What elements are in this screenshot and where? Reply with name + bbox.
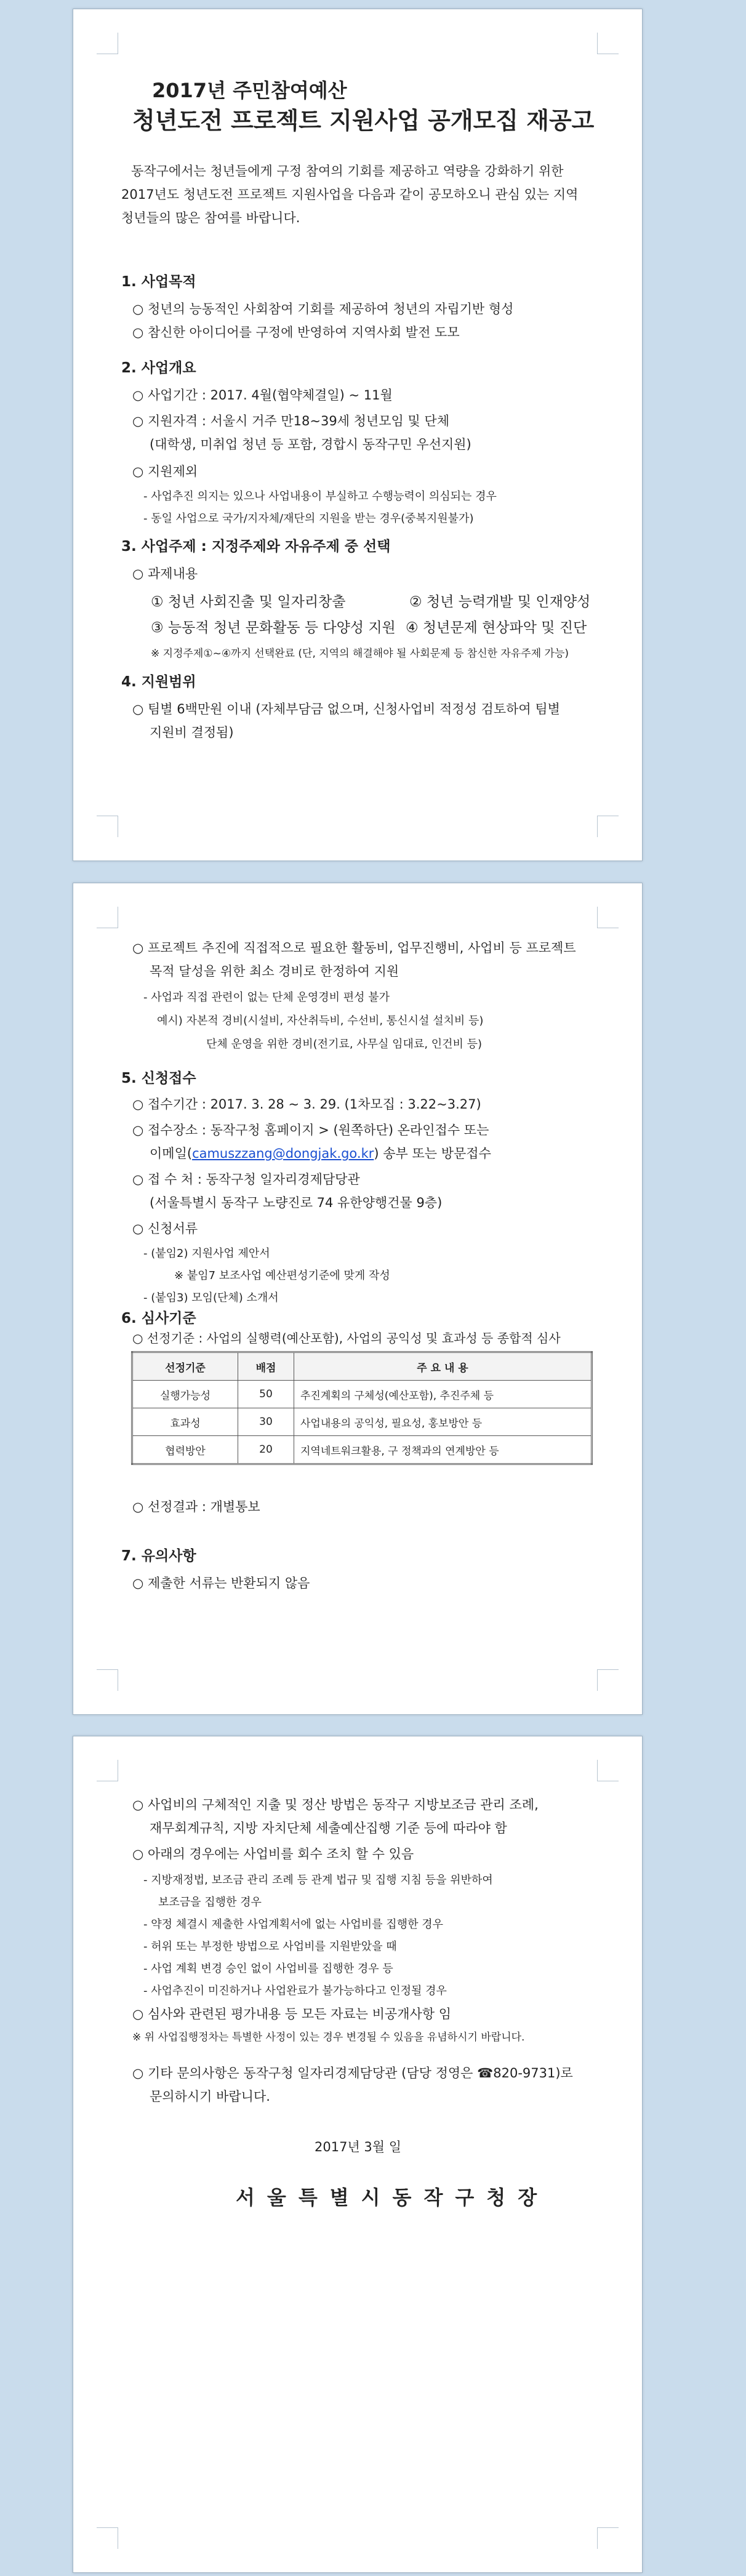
list-item: ○ 사업기간 : 2017. 4월(협약체결일) ~ 11월 bbox=[132, 388, 393, 403]
table-header: 배점 bbox=[238, 1352, 294, 1381]
crop-mark bbox=[97, 907, 118, 928]
section-heading: 3. 사업주제 : 지정주제와 자유주제 중 선택 bbox=[121, 539, 391, 555]
email-link[interactable]: camuszzang@dongjak.go.kr bbox=[192, 1146, 374, 1161]
list-item: ○ 접수기간 : 2017. 3. 28 ~ 3. 29. (1차모집 : 3.22~3.27) bbox=[132, 1097, 481, 1112]
table-cell: 추진계획의 구체성(예산포함), 추진주체 등 bbox=[294, 1381, 592, 1408]
intro-text: 동작구에서는 청년들에게 구정 참여의 기회를 제공하고 역량을 강화하기 위한 bbox=[131, 164, 564, 179]
list-item: - 사업 계획 변경 승인 없이 사업비를 집행한 경우 등 bbox=[143, 1962, 393, 1975]
section-heading: 7. 유의사항 bbox=[121, 1548, 196, 1564]
crop-mark bbox=[597, 1669, 619, 1691]
note-text: ※ 지정주제①~④까지 선택완료 (단, 지역의 해결해야 될 사회문제 등 참신한 자유주제 가능) bbox=[151, 648, 569, 660]
list-item: - 동일 사업으로 국가/지자체/재단의 지원을 받는 경우(중복지원불가) bbox=[143, 512, 474, 525]
list-item: ○ 지원자격 : 서울시 거주 만18~39세 청년모임 및 단체 bbox=[132, 414, 449, 428]
table-cell: 사업내용의 공익성, 필요성, 홍보방안 등 bbox=[294, 1408, 592, 1436]
list-item: - 사업추진 의지는 있으나 사업내용이 부실하고 수행능력이 의심되는 경우 bbox=[143, 490, 497, 503]
intro-text: 청년들의 많은 참여를 바랍니다. bbox=[121, 211, 300, 225]
topic-item: ① 청년 사회진출 및 일자리창출 bbox=[151, 594, 346, 610]
list-item: ○ 심사와 관련된 평가내용 등 모든 자료는 비공개사항 임 bbox=[132, 2007, 452, 2021]
list-item: 예시) 자본적 경비(시설비, 자산취득비, 수선비, 통신시설 설치비 등) bbox=[157, 1014, 484, 1027]
list-item: - 사업추진이 미진하거나 사업완료가 불가능하다고 인정될 경우 bbox=[143, 1984, 447, 1997]
list-item: 단체 운영을 위한 경비(전기료, 사무실 임대료, 인건비 등) bbox=[206, 1038, 483, 1051]
list-item: ○ 신청서류 bbox=[132, 1221, 198, 1236]
crop-mark bbox=[97, 1760, 118, 1781]
crop-mark bbox=[97, 33, 118, 54]
list-item: ○ 사업비의 구체적인 지출 및 정산 방법은 동작구 지방보조금 관리 조례, bbox=[132, 1797, 539, 1812]
crop-mark bbox=[597, 33, 619, 54]
table-cell: 협력방안 bbox=[132, 1436, 238, 1464]
issuing-authority: 서울특별시동작구청장 bbox=[236, 2186, 550, 2209]
document-page-3 bbox=[73, 1736, 643, 2573]
list-item: ○ 제출한 서류는 반환되지 않음 bbox=[132, 1576, 310, 1591]
note-text: ※ 위 사업집행정차는 특별한 사정이 있는 경우 변경될 수 있음을 유념하시기 바랍니다. bbox=[132, 2031, 525, 2044]
list-item: ○ 과제내용 bbox=[132, 566, 198, 581]
table-row bbox=[132, 1408, 592, 1436]
page-title: 청년도전 프로젝트 지원사업 공개모집 재공고 bbox=[132, 107, 595, 134]
crop-mark bbox=[597, 1760, 619, 1781]
section-heading: 1. 사업목적 bbox=[121, 274, 196, 290]
list-item: ○ 청년의 능동적인 사회참여 기회를 제공하여 청년의 자립기반 형성 bbox=[132, 302, 514, 316]
crop-mark bbox=[97, 2527, 118, 2549]
list-item: ○ 선정결과 : 개별통보 bbox=[132, 1499, 260, 1514]
list-item: ○ 지원제외 bbox=[132, 464, 198, 479]
topic-item: ③ 능동적 청년 문화활동 등 다양성 지원 bbox=[151, 620, 396, 636]
list-item: (대학생, 미취업 청년 등 포함, 경합시 동작구민 우선지원) bbox=[150, 437, 471, 452]
title-year: 2017년 주민참여예산 bbox=[152, 79, 347, 102]
list-item: 문의하시기 바랍니다. bbox=[150, 2089, 270, 2104]
list-item: ○ 프로젝트 추진에 직접적으로 필요한 활동비, 업무진행비, 사업비 등 프로젝트 bbox=[132, 941, 576, 955]
table-row bbox=[132, 1436, 592, 1464]
table-header-row bbox=[132, 1352, 592, 1381]
list-item: 지원비 결정됨) bbox=[150, 725, 234, 740]
document-page-1 bbox=[73, 9, 643, 861]
crop-mark bbox=[97, 1669, 118, 1691]
table-header: 선정기준 bbox=[132, 1352, 238, 1381]
list-item bbox=[150, 1146, 491, 1162]
document-date: 2017년 3월 일 bbox=[315, 2140, 402, 2154]
list-item: ○ 참신한 아이디어를 구정에 반영하여 지역사회 발전 도모 bbox=[132, 325, 460, 340]
list-item: 보조금을 집행한 경우 bbox=[158, 1896, 262, 1909]
list-item: ○ 선정기준 : 사업의 실행력(예산포함), 사업의 공익성 및 효과성 등 종합적 심사 bbox=[132, 1331, 561, 1346]
section-heading: 6. 심사기준 bbox=[121, 1310, 196, 1326]
list-item: 재무회계규칙, 지방 자치단체 세출예산집행 기준 등에 따라야 함 bbox=[150, 1821, 507, 1836]
table-cell: 50 bbox=[238, 1381, 294, 1408]
table-row bbox=[132, 1381, 592, 1408]
scoring-table bbox=[131, 1351, 593, 1465]
email-suffix: ) 송부 또는 방문접수 bbox=[374, 1146, 491, 1161]
list-item: 목적 달성을 위한 최소 경비로 한정하여 지원 bbox=[150, 964, 399, 979]
section-heading: 4. 지원범위 bbox=[121, 674, 196, 690]
list-item: ○ 접수장소 : 동작구청 홈페이지 > (원쪽하단) 온라인접수 또는 bbox=[132, 1123, 489, 1138]
list-item: - 허위 또는 부정한 방법으로 사업비를 지원받았을 때 bbox=[143, 1940, 397, 1953]
note-text: ※ 붙임7 보조사업 예산편성기준에 맞게 작성 bbox=[174, 1269, 390, 1282]
list-item: ○ 접 수 처 : 동작구청 일자리경제담당관 bbox=[132, 1172, 360, 1187]
list-item: - (붙임2) 지원사업 제안서 bbox=[143, 1247, 270, 1260]
list-item: - 사업과 직접 관련이 없는 단체 운영경비 편성 불가 bbox=[143, 991, 390, 1004]
table-cell: 20 bbox=[238, 1436, 294, 1464]
list-item: ○ 기타 문의사항은 동작구청 일자리경제담당관 (담당 정영은 ☎820-9731)로 bbox=[132, 2066, 573, 2080]
list-item: - 지방재정법, 보조금 관리 조례 등 관계 법규 및 집행 지침 등을 위반하여 bbox=[143, 1874, 493, 1887]
table-cell: 실행가능성 bbox=[132, 1381, 238, 1408]
topic-item: ④ 청년문제 현상파악 및 진단 bbox=[406, 620, 587, 636]
list-item: ○ 팀별 6백만원 이내 (자체부담금 없으며, 신청사업비 적정성 검토하여 팀별 bbox=[132, 702, 560, 716]
table-cell: 지역네트워크활용, 구 정책과의 연계방안 등 bbox=[294, 1436, 592, 1464]
crop-mark bbox=[97, 816, 118, 837]
crop-mark bbox=[597, 907, 619, 928]
section-heading: 2. 사업개요 bbox=[121, 360, 196, 376]
crop-mark bbox=[597, 2527, 619, 2549]
intro-text: 2017년도 청년도전 프로젝트 지원사업을 다음과 같이 공모하오니 관심 있는 지역 bbox=[121, 187, 579, 202]
document-page-2 bbox=[73, 883, 643, 1715]
list-item: (서울특별시 동작구 노량진로 74 유한양행건물 9층) bbox=[150, 1195, 443, 1210]
topic-item: ② 청년 능력개발 및 인재양성 bbox=[409, 594, 591, 610]
list-item: - (붙임3) 모임(단체) 소개서 bbox=[143, 1291, 279, 1304]
list-item: ○ 아래의 경우에는 사업비를 회수 조치 할 수 있음 bbox=[132, 1847, 414, 1861]
crop-mark bbox=[597, 816, 619, 837]
email-prefix: 이메일( bbox=[150, 1146, 193, 1161]
table-header: 주 요 내 용 bbox=[294, 1352, 592, 1381]
table-cell: 30 bbox=[238, 1408, 294, 1436]
list-item: - 약정 체결시 제출한 사업계획서에 없는 사업비를 집행한 경우 bbox=[143, 1918, 443, 1931]
table-cell: 효과성 bbox=[132, 1408, 238, 1436]
section-heading: 5. 신청접수 bbox=[121, 1070, 196, 1086]
